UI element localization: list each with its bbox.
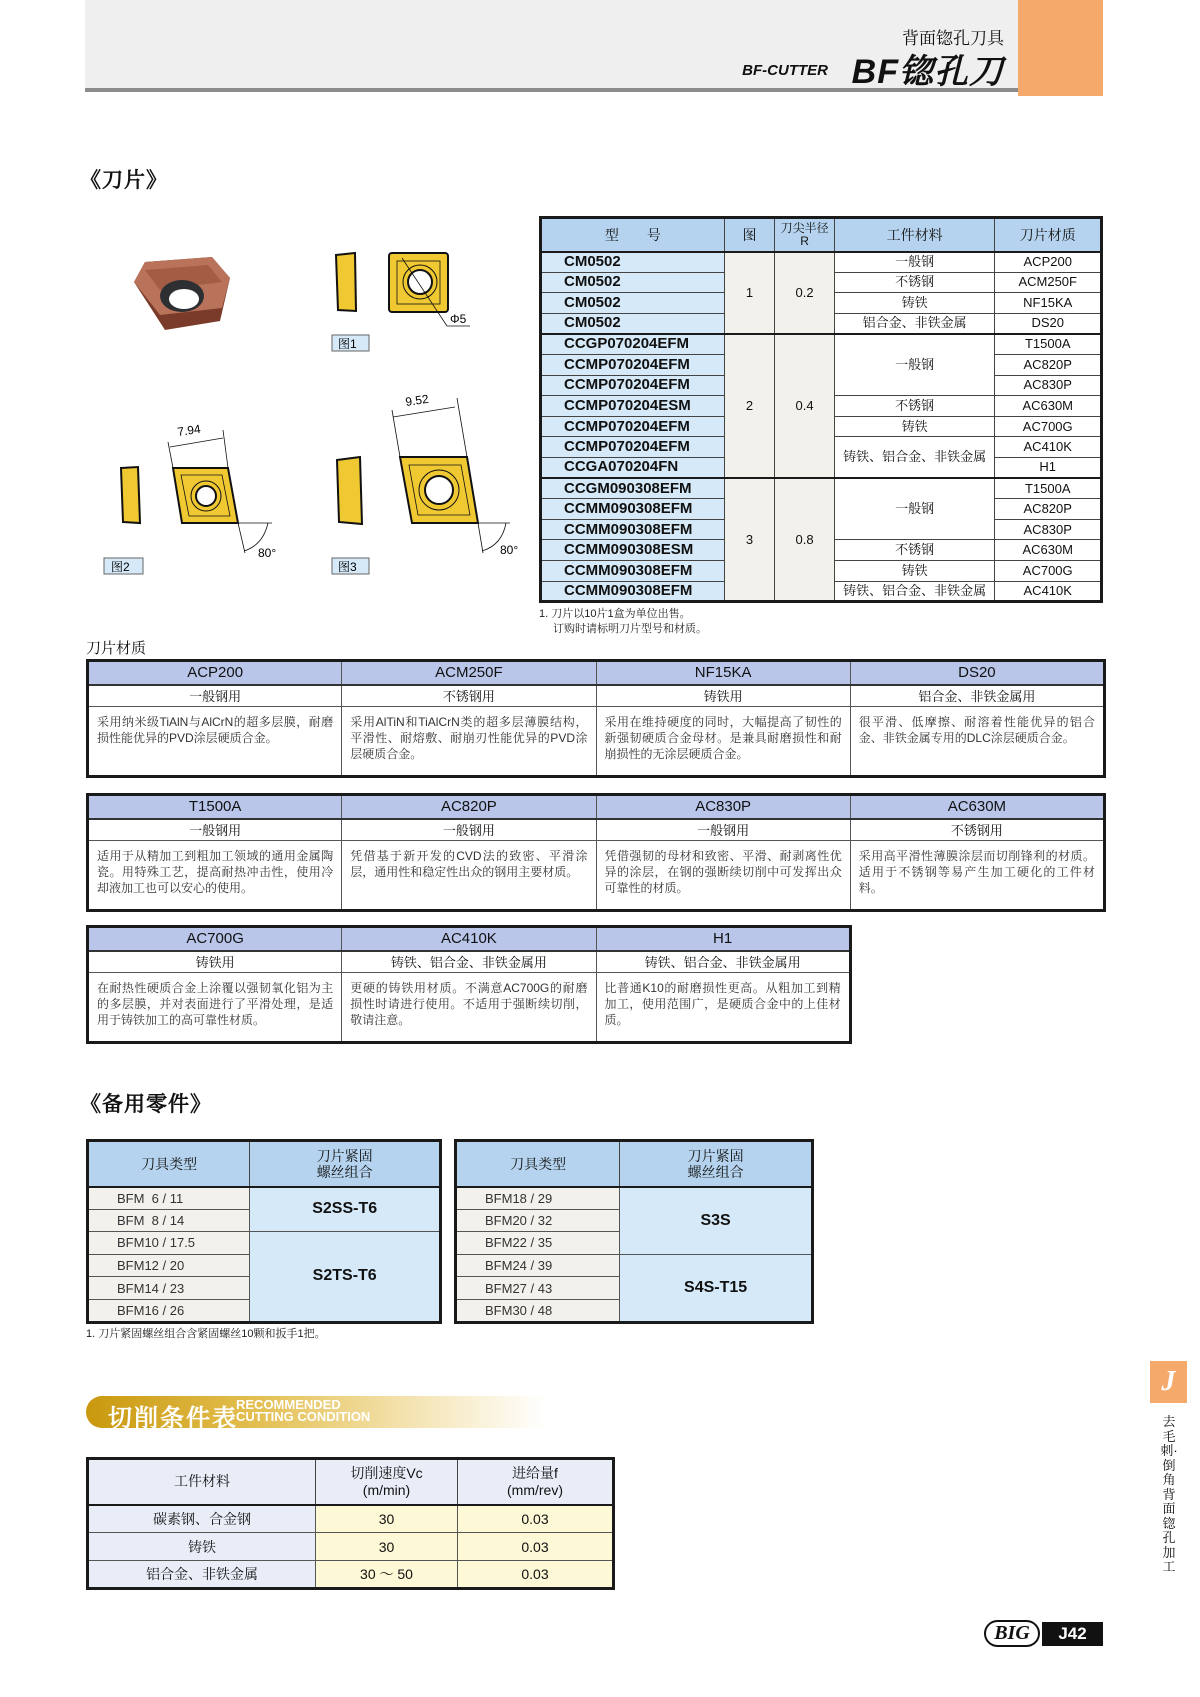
cell-model: CCGM090308EFM <box>541 478 725 499</box>
cell-model: CCMP070204EFM <box>541 416 725 437</box>
chapter-tab-text: 去毛刺·倒角背面锪孔加工 <box>1160 1414 1178 1574</box>
cell-grade: ACP200 <box>995 252 1102 273</box>
cell-model: CCGP070204EFM <box>541 334 725 355</box>
grade-use-row <box>88 819 1105 841</box>
col-speed: 切削速度Vc (m/min) <box>316 1459 458 1505</box>
grade-use: 一般钢用 <box>88 819 342 841</box>
grade-desc-row <box>88 973 851 1043</box>
inserts-section-title: 《刀片》 <box>80 169 168 192</box>
cell-feed: 0.03 <box>458 1505 614 1533</box>
cell-speed: 30 <box>316 1505 458 1533</box>
grade-use: 一般钢用 <box>342 819 596 841</box>
cell-tool-type: BFM10 / 17.5 <box>88 1232 250 1255</box>
cell-model: CCMP070204EFM <box>541 437 725 458</box>
spares-section-title: 《备用零件》 <box>80 1093 212 1116</box>
spare-parts-table <box>454 1139 814 1324</box>
grade-use: 一般钢用 <box>88 685 342 707</box>
grade-desc: 采用纳米级TiAlN与AlCrN的超多层膜，耐磨损性能优异的PVD涂层硬质合金。 <box>88 707 342 777</box>
cell-model: CCMM090308EFM <box>541 499 725 520</box>
grades-section-title: 刀片材质 <box>86 640 147 657</box>
grade-table <box>86 793 1106 912</box>
cell-feed: 0.03 <box>458 1533 614 1561</box>
cell-material: 铸铁 <box>834 293 995 314</box>
header-title-en: BF-CUTTER <box>742 62 828 79</box>
cell-material: 铸铁 <box>88 1533 316 1561</box>
cell-tool-type: BFM 8 / 14 <box>88 1209 250 1232</box>
grade-use: 铸铁用 <box>596 685 850 707</box>
grade-name: ACP200 <box>88 661 342 685</box>
cell-model: CCMM090308EFM <box>541 519 725 540</box>
grade-name: H1 <box>596 927 850 951</box>
grade-table <box>86 925 852 1044</box>
insert-note-2: 订购时请标明刀片型号和材质。 <box>553 623 707 635</box>
grade-name-row <box>88 927 851 951</box>
cell-grade: AC410K <box>995 437 1102 458</box>
grade-name: AC410K <box>342 927 596 951</box>
grade-desc: 采用高平滑性薄膜涂层而切削锋利的材质。适用于不锈钢等易产生加工硬化的工件材料。 <box>850 841 1104 911</box>
cutting-condition-table <box>86 1457 615 1590</box>
banner-en-line-2: CUTTING CONDITION <box>236 1409 371 1424</box>
grade-desc-row <box>88 707 1105 777</box>
banner-title: 切削条件表 <box>108 1405 238 1432</box>
grade-desc: 采用AlTiN和TiAlCrN类的超多层薄膜结构，平滑性、耐熔敷、耐崩刃性能优异的PVD涂层硬质合金。 <box>342 707 596 777</box>
col-material: 工件材料 <box>834 218 995 252</box>
cell-material: 不锈钢 <box>834 540 995 561</box>
table-row <box>456 1187 813 1210</box>
grade-desc: 采用在维持硬度的同时，大幅提高了韧性的新强韧硬质合金母材。是兼具耐磨损性和耐崩损性的无涂层硬质合金。 <box>596 707 850 777</box>
grade-name: T1500A <box>88 795 342 819</box>
grade-name: AC830P <box>596 795 850 819</box>
cell-tool-type: BFM27 / 43 <box>456 1277 620 1300</box>
col-screw-set: 刀片紧固 螺丝组合 <box>250 1141 441 1187</box>
cell-material: 铸铁、铝合金、非铁金属 <box>834 581 995 602</box>
cell-material: 铸铁 <box>834 560 995 581</box>
grade-desc: 凭借强韧的母材和致密、平滑、耐剥离性优异的涂层，在钢的强断续切削中可发挥出众可靠性的材质。 <box>596 841 850 911</box>
banner-en-line-1: RECOMMENDED <box>236 1397 341 1412</box>
cell-tool-type: BFM16 / 26 <box>88 1299 250 1322</box>
grade-desc: 适用于从精加工到粗加工领域的通用金属陶瓷。用特殊工艺，提高耐热冲击性，使用冷却液加工也可以安心的使用。 <box>88 841 342 911</box>
cell-material: 不锈钢 <box>834 272 995 293</box>
grade-use: 铸铁、铝合金、非铁金属用 <box>342 951 596 973</box>
cell-radius: 0.2 <box>775 252 835 334</box>
cutting-condition-banner <box>86 1396 546 1432</box>
table-row <box>541 334 1102 355</box>
insert-note-1: 1. 刀片以10片1盒为单位出售。 <box>539 608 691 620</box>
cell-grade: DS20 <box>995 313 1102 334</box>
header-subtitle: 背面锪孔刀具 <box>902 29 1004 48</box>
insert-notes <box>539 607 707 637</box>
cell-material: 一般钢 <box>834 478 995 540</box>
table-row <box>456 1254 813 1277</box>
cell-screw-set: S2SS-T6 <box>250 1187 441 1232</box>
grade-name-row <box>88 795 1105 819</box>
cell-grade: AC830P <box>995 519 1102 540</box>
cell-model: CCMP070204ESM <box>541 396 725 417</box>
fig3-label: 图3 <box>338 560 357 574</box>
cell-material: 铝合金、非铁金属 <box>88 1561 316 1589</box>
cell-model: CCMP070204EFM <box>541 354 725 375</box>
col-figure: 图 <box>724 218 775 252</box>
insert-figures <box>100 220 530 580</box>
cell-grade: AC700G <box>995 560 1102 581</box>
cell-material: 铸铁 <box>834 416 995 437</box>
cell-grade: AC820P <box>995 354 1102 375</box>
page-number: J42 <box>1042 1622 1103 1646</box>
grade-desc: 比普通K10的耐磨损性更高。从粗加工到精加工，使用范围广，是硬质合金中的上佳材质。 <box>596 973 850 1043</box>
cell-material: 碳素钢、合金钢 <box>88 1505 316 1533</box>
cell-model: CCMP070204EFM <box>541 375 725 396</box>
grade-desc: 在耐热性硬质合金上涂覆以强韧氧化铝为主的多层膜，并对表面进行了平滑处理，是适用于铸铁加工的高可靠性材质。 <box>88 973 342 1043</box>
cell-model: CM0502 <box>541 272 725 293</box>
spares-note: 1. 刀片紧固螺丝组合含紧固螺丝10颗和扳手1把。 <box>86 1328 326 1340</box>
table-row <box>88 1232 441 1255</box>
header-color-tab <box>1018 0 1103 96</box>
header-row <box>88 1141 441 1187</box>
grade-use: 铸铁用 <box>88 951 342 973</box>
insert-table <box>539 216 1103 603</box>
cell-figure: 1 <box>724 252 775 334</box>
header-row <box>456 1141 813 1187</box>
angle-label-fig2: 80° <box>258 546 277 560</box>
grade-desc: 很平滑、低摩擦、耐溶着性能优异的铝合金、非铁金属专用的DLC涂层硬质合金。 <box>850 707 1104 777</box>
col-tool-type: 刀具类型 <box>88 1141 250 1187</box>
spare-parts-table <box>86 1139 442 1324</box>
page-header <box>85 0 1018 92</box>
grade-table <box>86 659 1106 778</box>
grade-use-row <box>88 685 1105 707</box>
grade-name-row <box>88 661 1105 685</box>
cell-figure: 2 <box>724 334 775 478</box>
banner-subtitle <box>236 1399 370 1423</box>
cell-model: CM0502 <box>541 293 725 314</box>
cell-grade: AC830P <box>995 375 1102 396</box>
grade-name: DS20 <box>850 661 1104 685</box>
cell-grade: T1500A <box>995 334 1102 355</box>
grade-use-row <box>88 951 851 973</box>
grade-name: ACM250F <box>342 661 596 685</box>
cell-tool-type: BFM20 / 32 <box>456 1209 620 1232</box>
grade-desc: 更硬的铸铁用材质。不满意AC700G的耐磨损性时请进行使用。不适用于强断续切削，敬请注意。 <box>342 973 596 1043</box>
cell-tool-type: BFM14 / 23 <box>88 1277 250 1300</box>
cell-speed: 30 ～ 50 <box>316 1561 458 1589</box>
col-tool-type: 刀具类型 <box>456 1141 620 1187</box>
cell-material: 铸铁、铝合金、非铁金属 <box>834 437 995 478</box>
table-row <box>88 1533 614 1561</box>
fig1-label: 图1 <box>338 337 357 351</box>
cell-model: CM0502 <box>541 313 725 334</box>
cell-screw-set: S4S-T15 <box>620 1254 813 1322</box>
figure-3-drawing <box>337 398 510 553</box>
grade-use: 不锈钢用 <box>342 685 596 707</box>
grade-name: NF15KA <box>596 661 850 685</box>
cell-model: CCMM090308EFM <box>541 560 725 581</box>
table-row <box>541 478 1102 499</box>
table-row <box>88 1561 614 1589</box>
table-row <box>88 1187 441 1210</box>
dim-952-label: 9.52 <box>404 391 430 409</box>
cell-grade: AC630M <box>995 396 1102 417</box>
cell-radius: 0.4 <box>775 334 835 478</box>
col-feed: 进给量f (mm/rev) <box>458 1459 614 1505</box>
col-grade: 刀片材质 <box>995 218 1102 252</box>
figure-2-drawing <box>121 430 272 553</box>
cell-grade: ACM250F <box>995 272 1102 293</box>
col-screw-set: 刀片紧固 螺丝组合 <box>620 1141 813 1187</box>
col-workpiece: 工件材料 <box>88 1459 316 1505</box>
cell-tool-type: BFM12 / 20 <box>88 1254 250 1277</box>
cell-material: 铝合金、非铁金属 <box>834 313 995 334</box>
cell-speed: 30 <box>316 1533 458 1561</box>
cell-screw-set: S3S <box>620 1187 813 1255</box>
col-radius: 刀尖半径 R <box>775 218 835 252</box>
cell-grade: AC410K <box>995 581 1102 602</box>
cell-tool-type: BFM24 / 39 <box>456 1254 620 1277</box>
cell-tool-type: BFM22 / 35 <box>456 1232 620 1255</box>
table-row <box>88 1505 614 1533</box>
grade-name: AC630M <box>850 795 1104 819</box>
grade-name: AC820P <box>342 795 596 819</box>
cell-tool-type: BFM30 / 48 <box>456 1299 620 1322</box>
cell-radius: 0.8 <box>775 478 835 602</box>
figure-labels <box>104 335 369 574</box>
cell-grade: AC700G <box>995 416 1102 437</box>
header-title: BF锪孔刀 <box>851 53 1004 91</box>
grade-use: 铝合金、非铁金属用 <box>850 685 1104 707</box>
cell-grade: NF15KA <box>995 293 1102 314</box>
cell-material: 一般钢 <box>834 252 995 273</box>
cell-model: CM0502 <box>541 252 725 273</box>
grade-desc-row <box>88 841 1105 911</box>
cell-model: CCGA070204FN <box>541 457 725 478</box>
cell-tool-type: BFM18 / 29 <box>456 1187 620 1210</box>
grade-use: 铸铁、铝合金、非铁金属用 <box>596 951 850 973</box>
cell-figure: 3 <box>724 478 775 602</box>
dim-phi-label: Φ5 <box>450 312 467 326</box>
cell-material: 一般钢 <box>834 334 995 396</box>
angle-label-fig3: 80° <box>500 543 519 557</box>
grade-use: 不锈钢用 <box>850 819 1104 841</box>
cell-tool-type: BFM 6 / 11 <box>88 1187 250 1210</box>
cell-model: CCMM090308ESM <box>541 540 725 561</box>
col-model: 型 号 <box>541 218 725 252</box>
cell-feed: 0.03 <box>458 1561 614 1589</box>
big-logo: BIG <box>984 1620 1040 1647</box>
chapter-tab-j[interactable]: J <box>1150 1361 1187 1403</box>
grade-desc: 凭借基于新开发的CVD法的致密、平滑涂层，通用性和稳定性出众的钢用主要材质。 <box>342 841 596 911</box>
table-row <box>541 252 1102 273</box>
cell-material: 不锈钢 <box>834 396 995 417</box>
fig2-label: 图2 <box>111 560 130 574</box>
cell-grade: H1 <box>995 457 1102 478</box>
insert-photo <box>134 257 230 330</box>
cell-grade: T1500A <box>995 478 1102 499</box>
cell-grade: AC630M <box>995 540 1102 561</box>
grade-name: AC700G <box>88 927 342 951</box>
grade-use: 一般钢用 <box>596 819 850 841</box>
cell-screw-set: S2TS-T6 <box>250 1232 441 1322</box>
cell-grade: AC820P <box>995 499 1102 520</box>
cell-model: CCMM090308EFM <box>541 581 725 602</box>
dim-794-label: 7.94 <box>176 421 202 439</box>
